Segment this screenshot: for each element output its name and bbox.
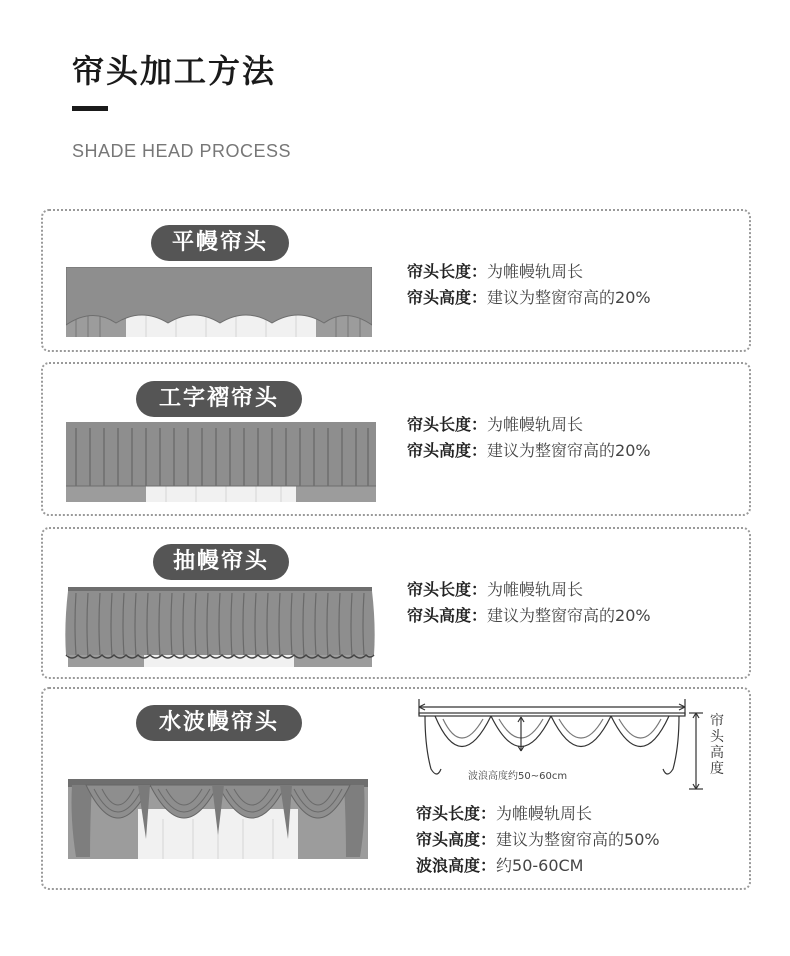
- spec-length: 帘头长度：为帷幔轨周长: [416, 804, 593, 823]
- label-flat-valance: 平幔帘头: [151, 225, 289, 261]
- title-underline: [72, 106, 108, 111]
- swag-valance-specs: [416, 801, 660, 879]
- flat-valance-specs: [407, 259, 651, 311]
- spec-wave-height: 波浪高度：约50-60CM: [416, 856, 584, 875]
- label-box-pleat-valance: 工字褶帘头: [136, 381, 302, 417]
- card-swag-valance: [41, 687, 751, 890]
- spec-length: 帘头长度：为帷幔轨周长: [407, 415, 584, 434]
- valance-height-note: 帘 头 高 度: [710, 713, 724, 777]
- spec-length: 帘头长度：为帷幔轨周长: [407, 262, 584, 281]
- page-title: 帘头加工方法: [72, 52, 277, 90]
- page-subtitle: SHADE HEAD PROCESS: [72, 141, 292, 161]
- swag-valance-illustration: [68, 779, 368, 859]
- spec-length: 帘头长度：为帷幔轨周长: [407, 580, 584, 599]
- card-box-pleat-valance: [41, 362, 751, 516]
- label-swag-valance: 水波幔帘头: [136, 705, 302, 741]
- spec-height: 帘头高度：建议为整窗帘高的50%: [416, 830, 660, 849]
- label-gathered-valance: 抽幔帘头: [153, 544, 289, 580]
- spec-height: 帘头高度：建议为整窗帘高的20%: [407, 606, 651, 625]
- wave-height-note: 波浪高度约50~60cm: [468, 771, 568, 782]
- card-gathered-valance: [41, 527, 751, 679]
- card-flat-valance: [41, 209, 751, 352]
- spec-height: 帘头高度：建议为整窗帘高的20%: [407, 441, 651, 460]
- box-pleat-valance-illustration: [66, 422, 376, 502]
- spec-height: 帘头高度：建议为整窗帘高的20%: [407, 288, 651, 307]
- box-pleat-valance-specs: [407, 412, 651, 464]
- flat-valance-illustration: [66, 267, 372, 337]
- gathered-valance-illustration: [64, 585, 376, 667]
- gathered-valance-specs: [407, 577, 651, 629]
